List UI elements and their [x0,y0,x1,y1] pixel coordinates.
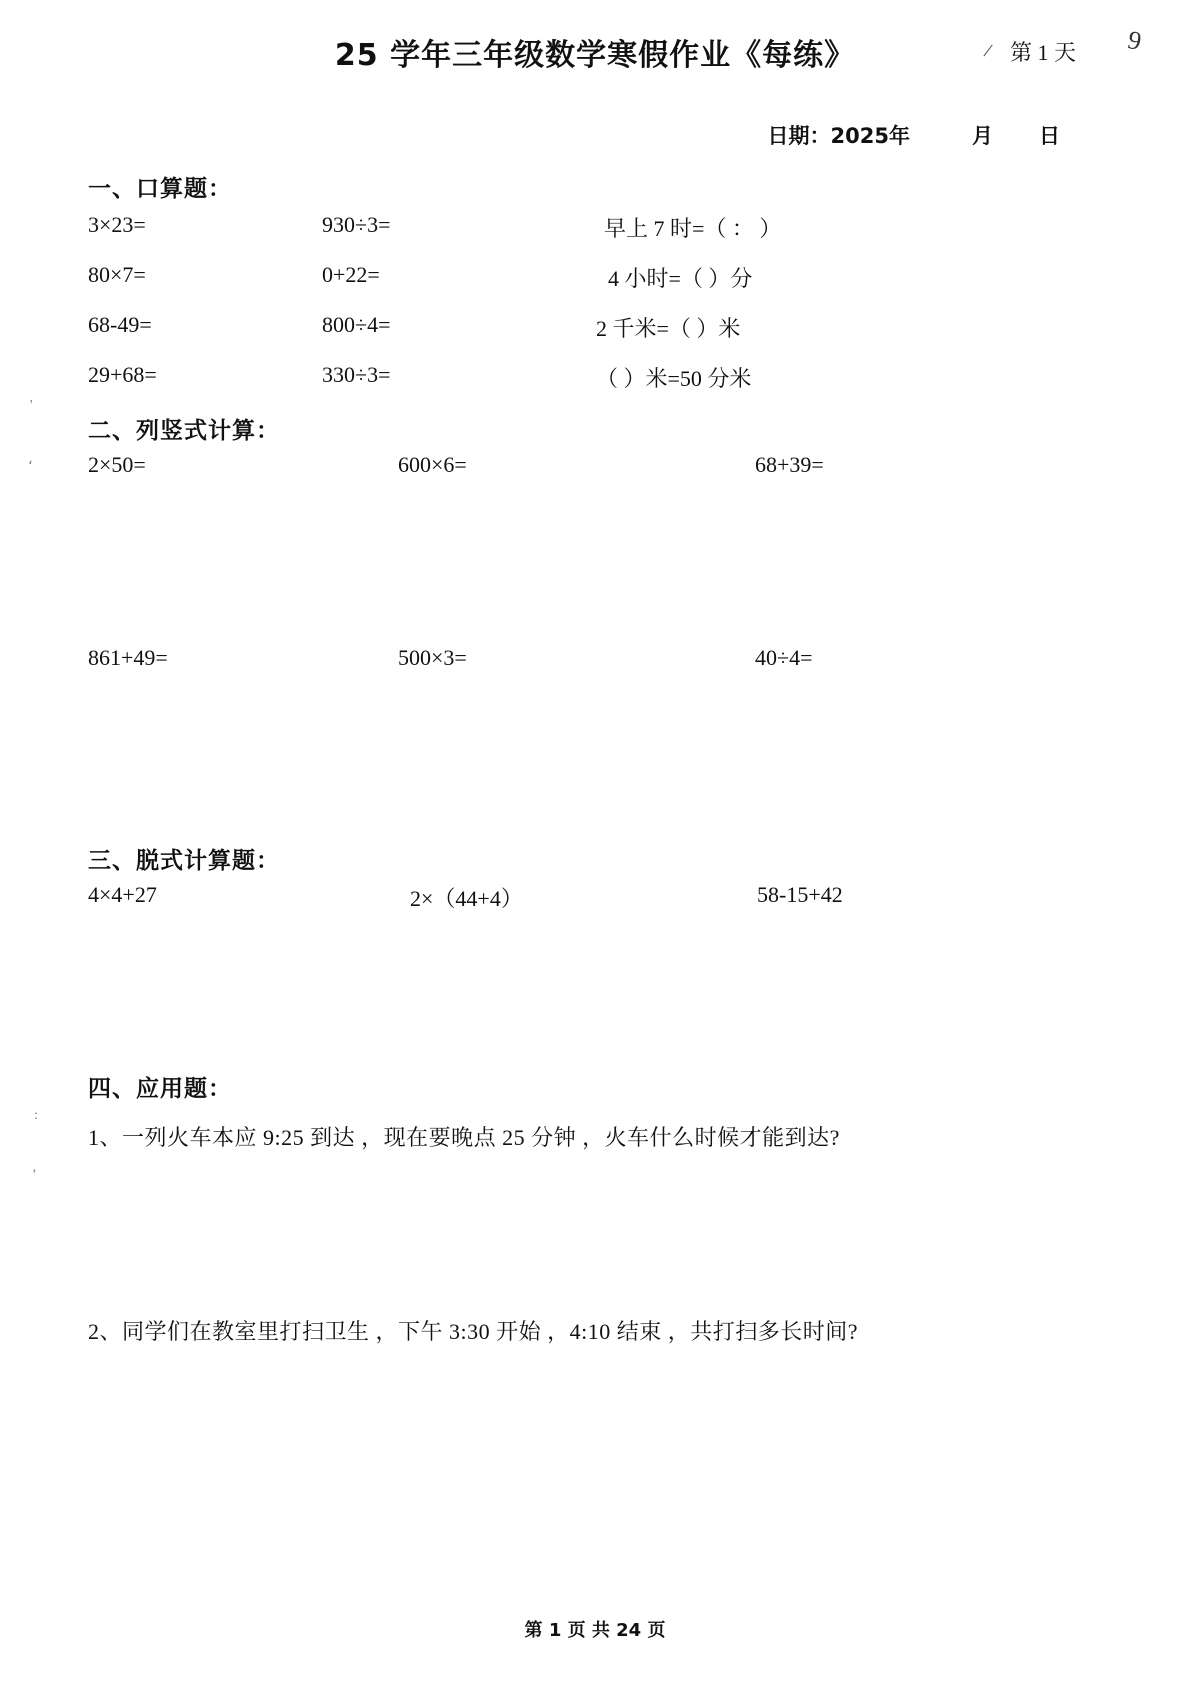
oral-item: 早上 7 时=（ ： ） [604,216,782,241]
oral-item: 3×23= [88,212,146,237]
pen-mark-left-icon: / [981,39,994,63]
expression-item: 4×4+27 [88,882,157,907]
vertical-item: 600×6= [398,452,467,477]
scan-artifact: ، [28,453,33,468]
expression-item: 58-15+42 [757,882,843,907]
section-title-vertical: 二、列竖式计算： [88,418,280,444]
oral-item: 330÷3= [322,362,391,387]
oral-item: 4 小时=（ ）分 [608,266,753,291]
page-footer: 第 1 页 共 24 页 [524,1620,666,1641]
oral-item: （ ）米=50 分米 [596,366,752,391]
oral-item: 0+22= [322,262,380,287]
word-problem-item: 2、同学们在教室里打扫卫生 ，下午 3:30 开始 ，4:10 结束 ，共打扫多长时间? [88,1319,858,1344]
oral-item: 2 千米=（ ）米 [596,316,741,341]
oral-item: 80×7= [88,262,146,287]
date-year-value: 2025 [830,124,889,148]
section-title-word-problems: 四、应用题： [88,1076,232,1102]
expression-item: 2×（44+4） [410,886,523,911]
date-day-unit: 日 [1039,124,1060,148]
pen-mark-right-icon: 9 [1125,24,1144,57]
date-year-unit: 年 [889,124,910,148]
scan-artifact: ' [30,398,33,413]
oral-item: 68-49= [88,312,152,337]
day-label: 第 1 天 [1010,40,1077,65]
vertical-item: 40÷4= [755,645,813,670]
oral-item: 800÷4= [322,312,391,337]
date-label: 日期： [767,124,831,148]
oral-item: 930÷3= [322,212,391,237]
scan-artifact: ‚ [32,1160,37,1175]
vertical-item: 2×50= [88,452,146,477]
vertical-item: 861+49= [88,645,168,670]
date-month-unit: 月 [972,124,993,148]
section-title-expressions: 三、脱式计算题： [88,848,280,874]
scan-artifact: : [34,1108,38,1123]
section-title-oral: 一、口算题： [88,176,232,202]
oral-item: 29+68= [88,362,157,387]
date-line [768,120,1060,150]
vertical-item: 68+39= [755,452,824,477]
word-problem-item: 1、一列火车本应 9:25 到达 ，现在要晚点 25 分钟 ，火车什么时候才能到达? [88,1125,840,1150]
page-title: 25 学年三年级数学寒假作业《每练》 [334,38,856,73]
vertical-item: 500×3= [398,645,467,670]
